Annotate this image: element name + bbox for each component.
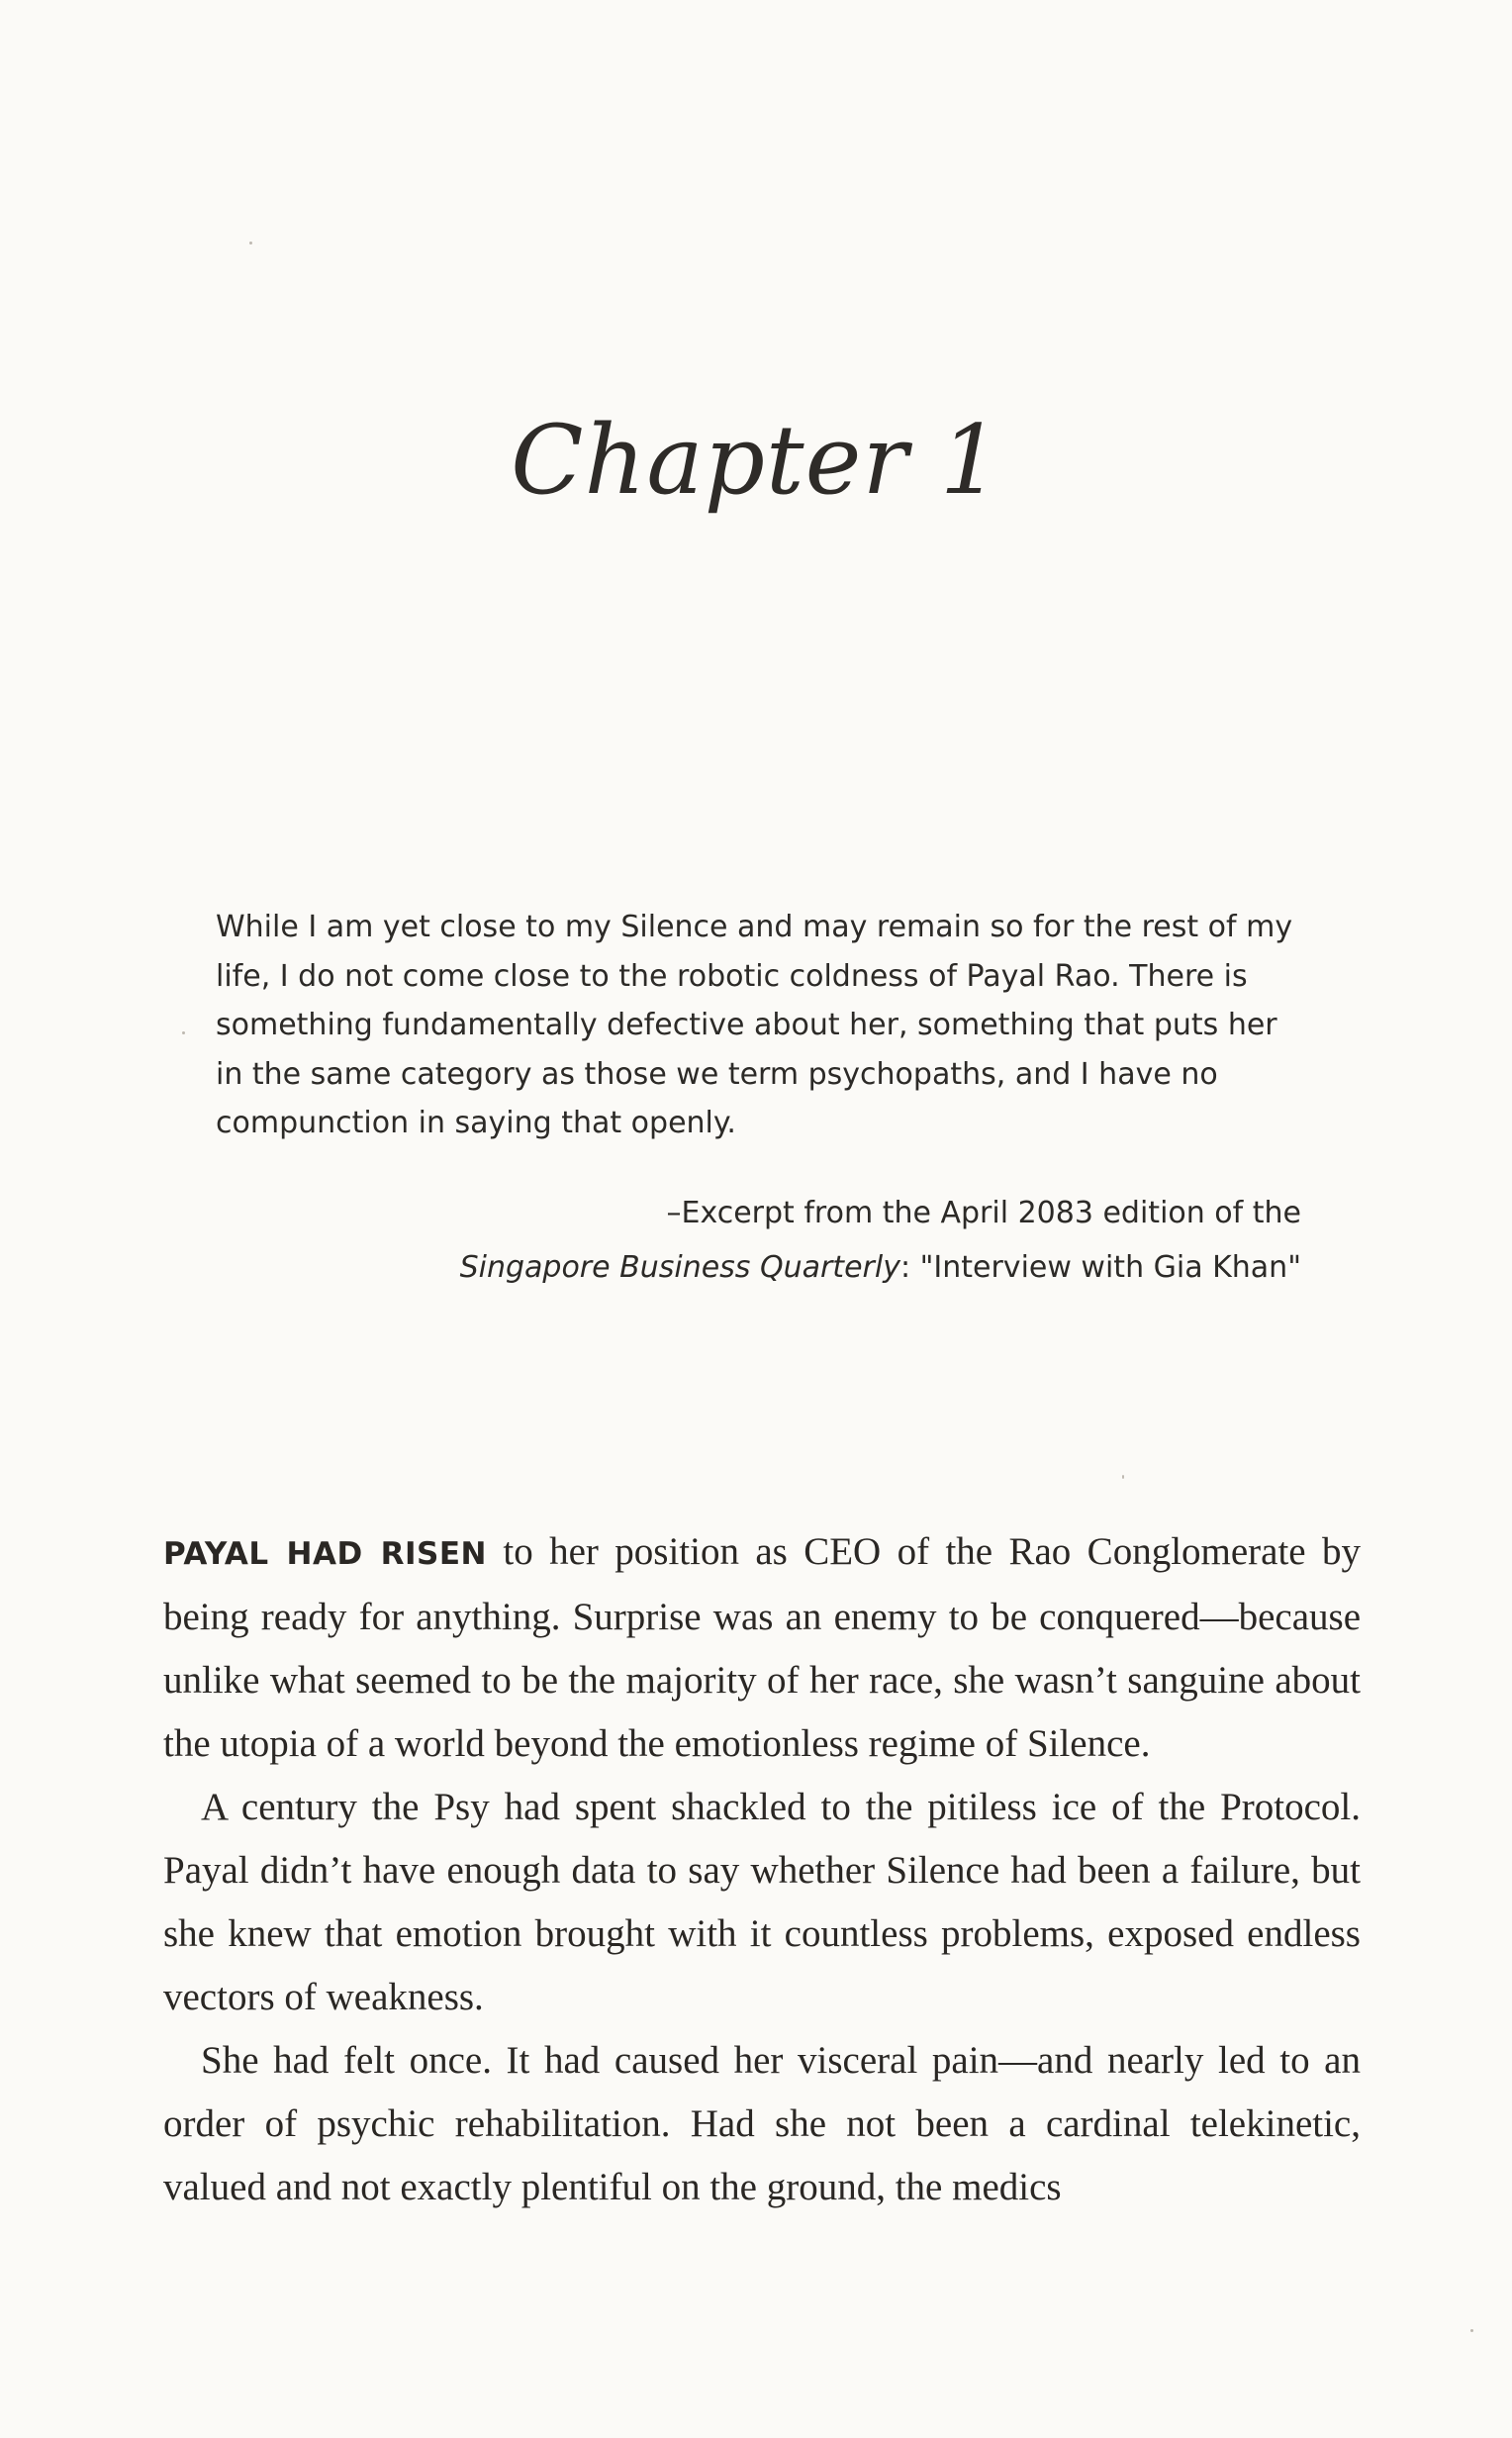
attribution-line-2 [216,1240,1301,1295]
body-paragraph-2: A century the Psy had spent shackled to the pitiless ice of the Protocol. Payal didn’t have enough data to say whether Silence had been a failure, but she knew that emotion brought with it countless problems, exposed endless vectors of weakness. [163,1786,1361,2018]
body-paragraph-1 [163,1520,1361,1776]
speck [182,1031,185,1034]
epigraph-text: While I am yet close to my Silence and may remain so for the rest of my life, I do not come close to the robotic coldness of Payal Rao. There is something fundamentally defective about her, something that puts her in the same category as those we term psychopaths, and I have no compunction in saying that openly. [216,910,1293,1140]
epigraph [216,903,1304,1148]
publication-name: Singapore Business Quarterly [459,1250,900,1285]
attribution-line-1: –Excerpt from the April 2083 edition of the [666,1196,1301,1230]
body-paragraph-3: She had felt once. It had caused her visceral pain—and nearly led to an order of psychic rehabilitation. Had she not been a cardinal telekinetic, valued and not exactly plentiful on the ground, the medics [163,2039,1361,2208]
speck [249,242,252,244]
chapter-title: Chapter 1 [511,405,1001,516]
speck [1122,1475,1124,1479]
epigraph-attribution [216,1186,1301,1295]
interview-title: : "Interview with Gia Khan" [899,1250,1301,1285]
lead-in-small-caps: PAYAL HAD RISEN [163,1536,487,1572]
chapter-body [163,1520,1361,2219]
paragraph-1-text: to her position as CEO of the Rao Conglomerate by being ready for anything. Surprise was an enemy to be conquered—because unlike what seemed to be the majority of her race, she wasn’t sanguine about the utopia of a world beyond the emotionless regime of Silence. [163,1530,1361,1765]
speck [1470,2329,1473,2332]
